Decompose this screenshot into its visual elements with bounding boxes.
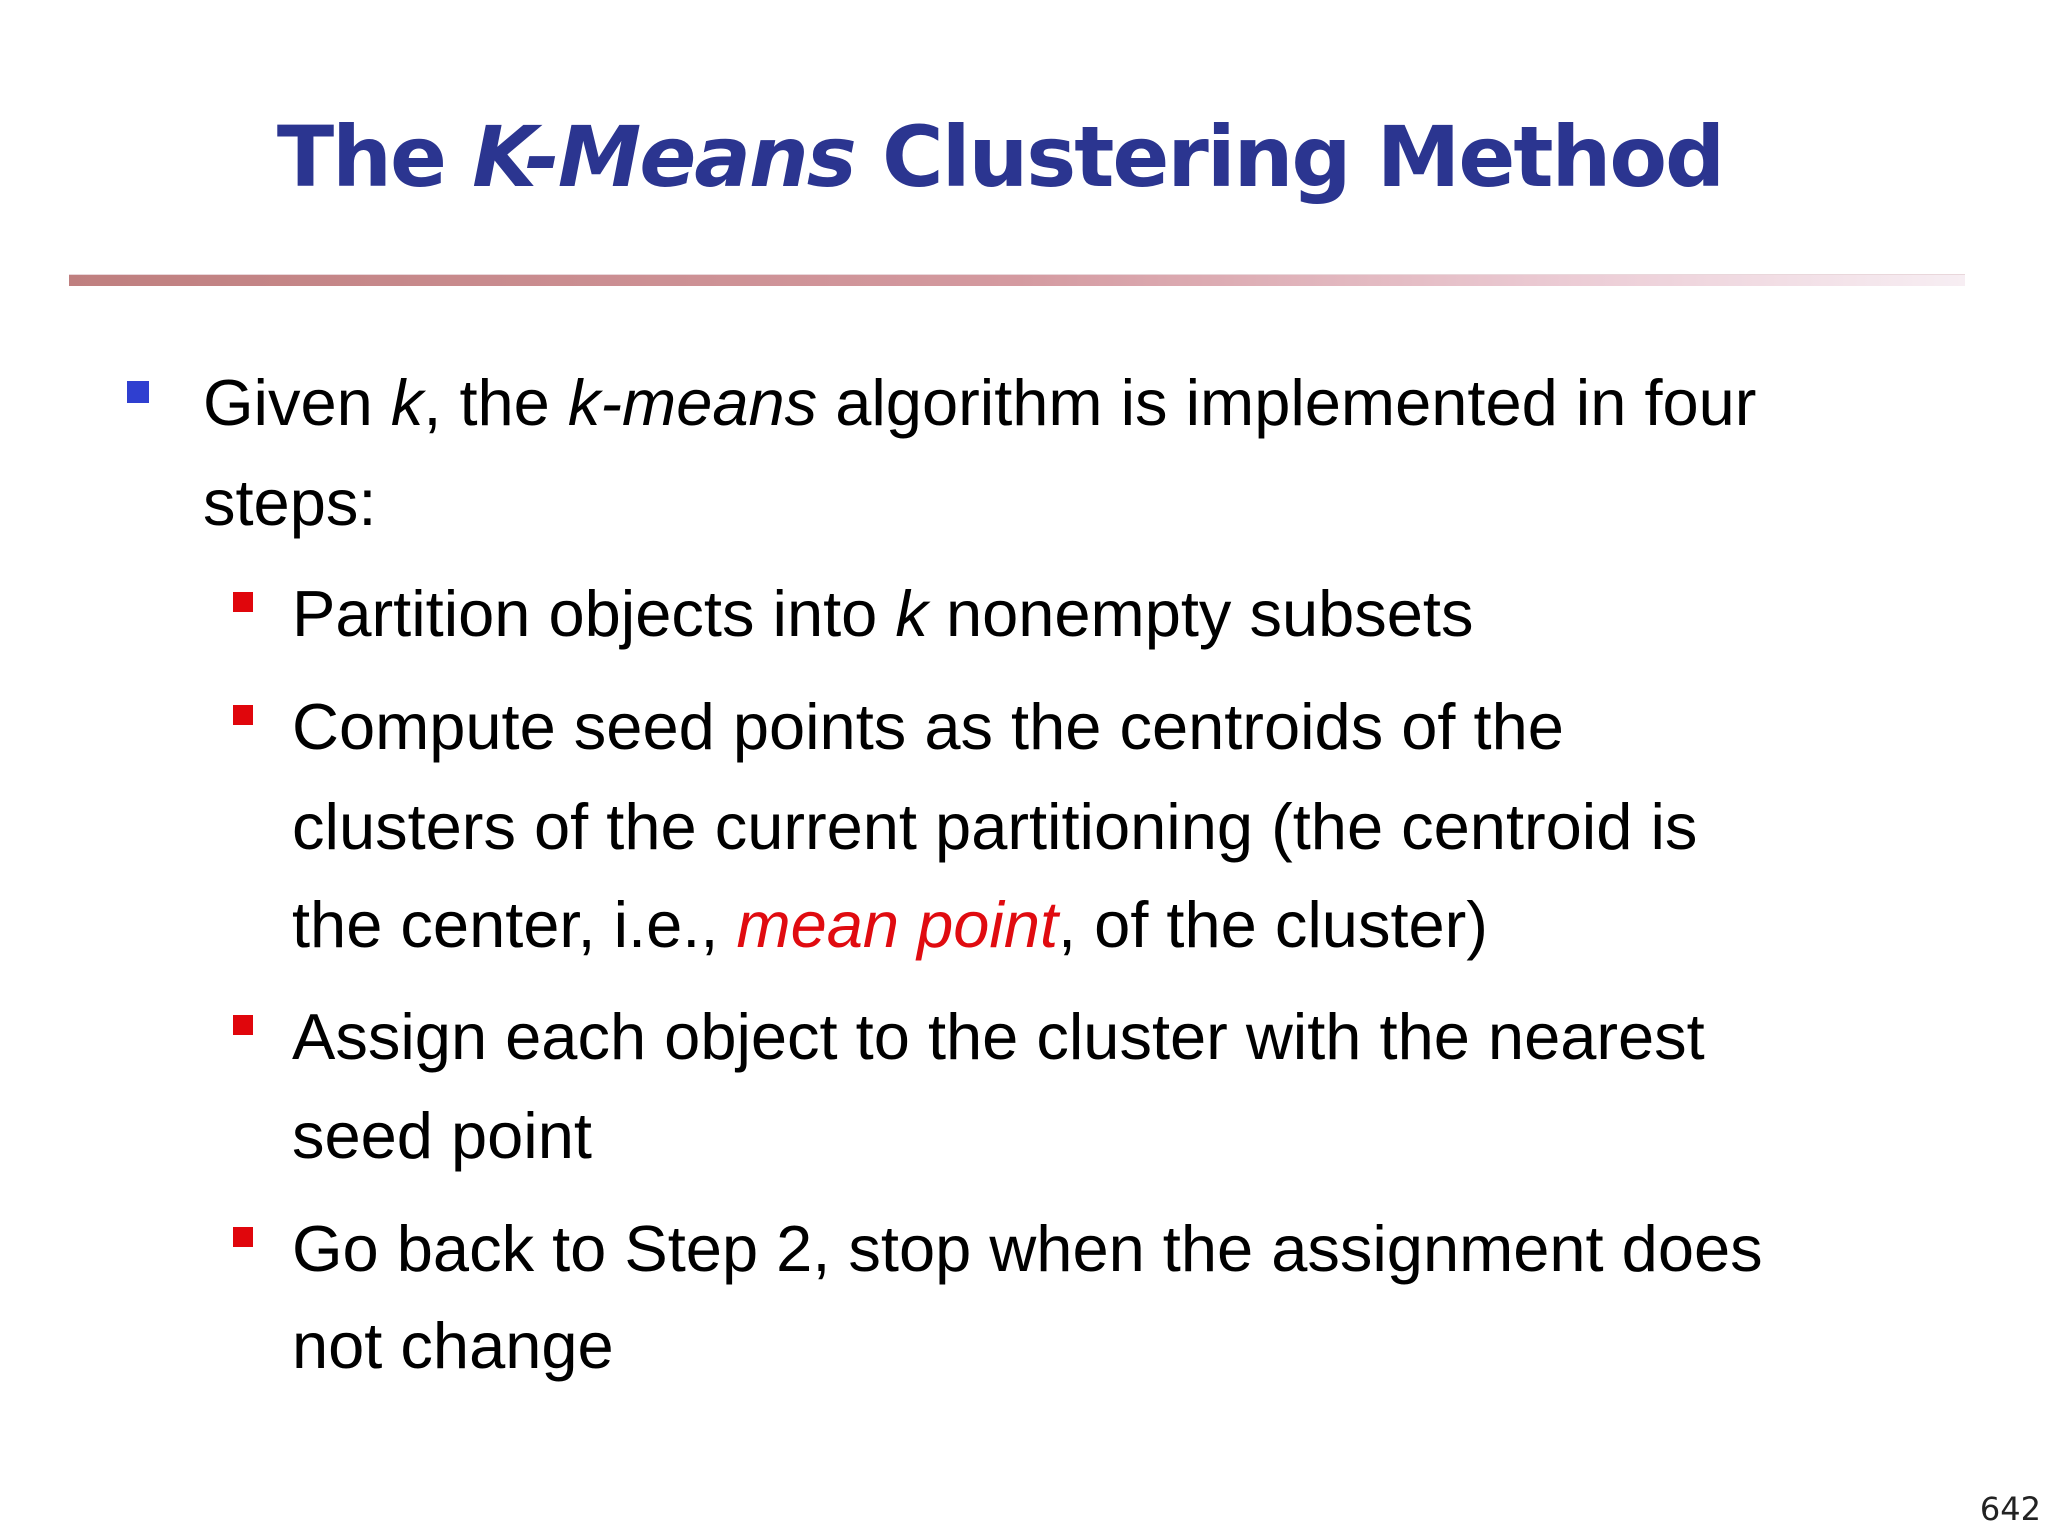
sub-bullet-square-icon bbox=[233, 592, 253, 612]
page-number: 642 bbox=[1979, 1490, 2041, 1528]
text-run: , of the cluster) bbox=[1058, 888, 1488, 961]
sub-bullet-1 bbox=[292, 577, 1474, 650]
text-run-italic: k bbox=[390, 366, 424, 439]
title-part-2: K-Means bbox=[472, 108, 855, 206]
sub-bullet-4-line-1: Go back to Step 2, stop when the assignment does bbox=[292, 1212, 1763, 1285]
bullet-1-line-1 bbox=[203, 366, 1757, 439]
text-run: Partition objects into bbox=[292, 577, 896, 650]
title-part-3: Clustering Method bbox=[854, 108, 1724, 206]
sub-bullet-square-icon bbox=[233, 1227, 253, 1247]
sub-bullet-2-line-1: Compute seed points as the centroids of the bbox=[292, 690, 1564, 763]
text-run-italic: k bbox=[895, 577, 928, 650]
text-run: nonempty subsets bbox=[927, 577, 1474, 650]
text-run-italic: k-means bbox=[567, 366, 818, 439]
text-run: , the bbox=[423, 366, 568, 439]
sub-bullet-2-line-2: clusters of the current partitioning (the centroid is bbox=[292, 790, 1698, 863]
bullet-square-icon bbox=[127, 381, 149, 403]
sub-bullet-3-line-2: seed point bbox=[292, 1099, 592, 1172]
text-run: algorithm is implemented in four bbox=[817, 366, 1757, 439]
sub-bullet-4-line-2: not change bbox=[292, 1309, 614, 1382]
sub-bullet-square-icon bbox=[233, 705, 253, 725]
title-part-1: The bbox=[276, 108, 473, 206]
sub-bullet-2-line-3 bbox=[292, 888, 1488, 961]
sub-bullet-square-icon bbox=[233, 1015, 253, 1035]
bullet-1-line-2: steps: bbox=[203, 466, 377, 539]
sub-bullet-3-line-1: Assign each object to the cluster with the nearest bbox=[292, 1000, 1705, 1073]
emphasis-text: mean point bbox=[736, 888, 1059, 961]
text-run: the center, i.e., bbox=[292, 888, 737, 961]
text-run: Given bbox=[203, 366, 391, 439]
